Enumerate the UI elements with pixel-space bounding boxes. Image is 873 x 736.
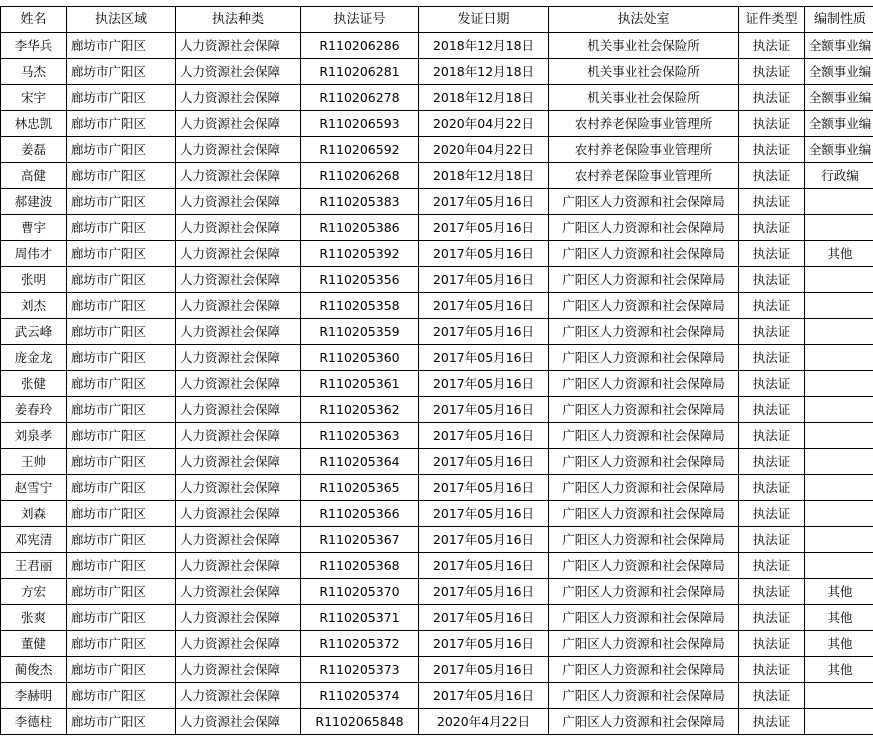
office-cell: 广阳区人力资源和社会保障局 xyxy=(549,449,739,475)
cert-number-cell: R110205359 xyxy=(301,319,419,345)
cert-type-cell: 执法证 xyxy=(739,605,805,631)
category-cell: 人力资源社会保障 xyxy=(176,267,301,293)
issue-date-cell: 2017年05月16日 xyxy=(419,475,549,501)
area-cell: 廊坊市广阳区 xyxy=(67,657,176,683)
table-row xyxy=(1,215,873,241)
staffing-cell xyxy=(805,293,873,319)
cert-type-cell: 执法证 xyxy=(739,33,805,59)
office-cell: 广阳区人力资源和社会保障局 xyxy=(549,215,739,241)
name-cell: 赵雪宁 xyxy=(1,475,67,501)
cert-type-cell: 执法证 xyxy=(739,397,805,423)
staffing-cell: 其他 xyxy=(805,631,873,657)
cert-type-cell: 执法证 xyxy=(739,423,805,449)
category-cell: 人力资源社会保障 xyxy=(176,449,301,475)
cert-type-cell: 执法证 xyxy=(739,59,805,85)
staffing-cell: 全额事业编 xyxy=(805,111,873,137)
staffing-cell xyxy=(805,215,873,241)
name-cell: 马杰 xyxy=(1,59,67,85)
area-cell: 廊坊市广阳区 xyxy=(67,683,176,709)
cert-type-cell: 执法证 xyxy=(739,267,805,293)
office-cell: 广阳区人力资源和社会保障局 xyxy=(549,423,739,449)
staffing-cell xyxy=(805,501,873,527)
category-cell: 人力资源社会保障 xyxy=(176,631,301,657)
staffing-cell: 其他 xyxy=(805,657,873,683)
cert-type-cell: 执法证 xyxy=(739,85,805,111)
office-cell: 广阳区人力资源和社会保障局 xyxy=(549,319,739,345)
cert-type-cell: 执法证 xyxy=(739,345,805,371)
staffing-cell xyxy=(805,189,873,215)
area-cell: 廊坊市广阳区 xyxy=(67,579,176,605)
table-row xyxy=(1,475,873,501)
cert-number-cell: R110206592 xyxy=(301,137,419,163)
name-cell: 张健 xyxy=(1,371,67,397)
area-cell: 廊坊市广阳区 xyxy=(67,709,176,735)
name-cell: 郝建波 xyxy=(1,189,67,215)
name-cell: 宋宇 xyxy=(1,85,67,111)
name-cell: 张爽 xyxy=(1,605,67,631)
category-cell: 人力资源社会保障 xyxy=(176,241,301,267)
cert-type-cell: 执法证 xyxy=(739,215,805,241)
issue-date-cell: 2017年05月16日 xyxy=(419,345,549,371)
table-row xyxy=(1,59,873,85)
cert-number-cell: R110205365 xyxy=(301,475,419,501)
area-cell: 廊坊市广阳区 xyxy=(67,241,176,267)
issue-date-cell: 2020年04月22日 xyxy=(419,137,549,163)
office-cell: 广阳区人力资源和社会保障局 xyxy=(549,267,739,293)
table-row xyxy=(1,449,873,475)
name-cell: 庞金龙 xyxy=(1,345,67,371)
office-cell: 农村养老保险事业管理所 xyxy=(549,163,739,189)
category-cell: 人力资源社会保障 xyxy=(176,709,301,735)
table-row xyxy=(1,267,873,293)
office-cell: 机关事业社会保险所 xyxy=(549,85,739,111)
office-cell: 农村养老保险事业管理所 xyxy=(549,111,739,137)
category-cell: 人力资源社会保障 xyxy=(176,423,301,449)
column-header-category: 执法种类 xyxy=(176,7,301,33)
staffing-cell xyxy=(805,527,873,553)
name-cell: 邓宪清 xyxy=(1,527,67,553)
cert-number-cell: R110205373 xyxy=(301,657,419,683)
cert-type-cell: 执法证 xyxy=(739,293,805,319)
category-cell: 人力资源社会保障 xyxy=(176,111,301,137)
area-cell: 廊坊市广阳区 xyxy=(67,189,176,215)
table-row xyxy=(1,241,873,267)
issue-date-cell: 2017年05月16日 xyxy=(419,579,549,605)
table-row xyxy=(1,579,873,605)
office-cell: 广阳区人力资源和社会保障局 xyxy=(549,293,739,319)
issue-date-cell: 2017年05月16日 xyxy=(419,293,549,319)
category-cell: 人力资源社会保障 xyxy=(176,475,301,501)
category-cell: 人力资源社会保障 xyxy=(176,683,301,709)
staffing-cell xyxy=(805,449,873,475)
category-cell: 人力资源社会保障 xyxy=(176,371,301,397)
issue-date-cell: 2017年05月16日 xyxy=(419,657,549,683)
area-cell: 廊坊市广阳区 xyxy=(67,423,176,449)
cert-number-cell: R110206286 xyxy=(301,33,419,59)
table-row xyxy=(1,293,873,319)
cert-type-cell: 执法证 xyxy=(739,657,805,683)
cert-type-cell: 执法证 xyxy=(739,319,805,345)
staffing-cell xyxy=(805,553,873,579)
name-cell: 姜磊 xyxy=(1,137,67,163)
staffing-cell xyxy=(805,423,873,449)
issue-date-cell: 2017年05月16日 xyxy=(419,241,549,267)
table-row xyxy=(1,683,873,709)
staffing-cell xyxy=(805,267,873,293)
area-cell: 廊坊市广阳区 xyxy=(67,33,176,59)
cert-type-cell: 执法证 xyxy=(739,501,805,527)
cert-type-cell: 执法证 xyxy=(739,527,805,553)
cert-number-cell: R110205361 xyxy=(301,371,419,397)
cert-number-cell: R110205360 xyxy=(301,345,419,371)
area-cell: 廊坊市广阳区 xyxy=(67,397,176,423)
issue-date-cell: 2017年05月16日 xyxy=(419,371,549,397)
office-cell: 农村养老保险事业管理所 xyxy=(549,137,739,163)
table-row xyxy=(1,631,873,657)
category-cell: 人力资源社会保障 xyxy=(176,605,301,631)
cert-type-cell: 执法证 xyxy=(739,111,805,137)
cert-type-cell: 执法证 xyxy=(739,631,805,657)
staffing-cell: 其他 xyxy=(805,241,873,267)
area-cell: 廊坊市广阳区 xyxy=(67,449,176,475)
issue-date-cell: 2018年12月18日 xyxy=(419,163,549,189)
cert-type-cell: 执法证 xyxy=(739,553,805,579)
cert-number-cell: R110205372 xyxy=(301,631,419,657)
cert-number-cell: R110205356 xyxy=(301,267,419,293)
cert-number-cell: R110206278 xyxy=(301,85,419,111)
cert-number-cell: R110205358 xyxy=(301,293,419,319)
category-cell: 人力资源社会保障 xyxy=(176,397,301,423)
issue-date-cell: 2017年05月16日 xyxy=(419,631,549,657)
cert-number-cell: R110205371 xyxy=(301,605,419,631)
staffing-cell xyxy=(805,345,873,371)
table-row xyxy=(1,501,873,527)
staffing-cell: 全额事业编 xyxy=(805,33,873,59)
cert-number-cell: R110205364 xyxy=(301,449,419,475)
cert-type-cell: 执法证 xyxy=(739,241,805,267)
table-body xyxy=(1,33,873,735)
cert-number-cell: R110205363 xyxy=(301,423,419,449)
issue-date-cell: 2018年12月18日 xyxy=(419,59,549,85)
staffing-cell: 全额事业编 xyxy=(805,59,873,85)
column-header-office: 执法处室 xyxy=(549,7,739,33)
area-cell: 廊坊市广阳区 xyxy=(67,215,176,241)
cert-type-cell: 执法证 xyxy=(739,449,805,475)
cert-type-cell: 执法证 xyxy=(739,475,805,501)
category-cell: 人力资源社会保障 xyxy=(176,85,301,111)
office-cell: 广阳区人力资源和社会保障局 xyxy=(549,241,739,267)
cert-number-cell: R1102065848 xyxy=(301,709,419,735)
column-header-issue-date: 发证日期 xyxy=(419,7,549,33)
office-cell: 广阳区人力资源和社会保障局 xyxy=(549,371,739,397)
table-row xyxy=(1,423,873,449)
staffing-cell xyxy=(805,397,873,423)
column-header-cert-type: 证件类型 xyxy=(739,7,805,33)
staffing-cell xyxy=(805,475,873,501)
cert-number-cell: R110205383 xyxy=(301,189,419,215)
name-cell: 李赫明 xyxy=(1,683,67,709)
area-cell: 廊坊市广阳区 xyxy=(67,293,176,319)
category-cell: 人力资源社会保障 xyxy=(176,501,301,527)
area-cell: 廊坊市广阳区 xyxy=(67,111,176,137)
category-cell: 人力资源社会保障 xyxy=(176,59,301,85)
category-cell: 人力资源社会保障 xyxy=(176,163,301,189)
office-cell: 广阳区人力资源和社会保障局 xyxy=(549,189,739,215)
cert-type-cell: 执法证 xyxy=(739,137,805,163)
issue-date-cell: 2018年12月18日 xyxy=(419,85,549,111)
table-row xyxy=(1,345,873,371)
staffing-cell: 其他 xyxy=(805,579,873,605)
office-cell: 广阳区人力资源和社会保障局 xyxy=(549,657,739,683)
name-cell: 王君丽 xyxy=(1,553,67,579)
staffing-cell xyxy=(805,371,873,397)
office-cell: 机关事业社会保险所 xyxy=(549,33,739,59)
issue-date-cell: 2017年05月16日 xyxy=(419,189,549,215)
cert-type-cell: 执法证 xyxy=(739,371,805,397)
cert-number-cell: R110205366 xyxy=(301,501,419,527)
name-cell: 李德柱 xyxy=(1,709,67,735)
issue-date-cell: 2017年05月16日 xyxy=(419,683,549,709)
issue-date-cell: 2017年05月16日 xyxy=(419,527,549,553)
area-cell: 廊坊市广阳区 xyxy=(67,59,176,85)
issue-date-cell: 2017年05月16日 xyxy=(419,423,549,449)
issue-date-cell: 2017年05月16日 xyxy=(419,605,549,631)
table-row xyxy=(1,33,873,59)
table-row xyxy=(1,319,873,345)
enforcement-personnel-table xyxy=(0,6,873,735)
table-row xyxy=(1,189,873,215)
name-cell: 林忠凯 xyxy=(1,111,67,137)
area-cell: 廊坊市广阳区 xyxy=(67,553,176,579)
staffing-cell xyxy=(805,319,873,345)
column-header-cert-number: 执法证号 xyxy=(301,7,419,33)
staffing-cell: 其他 xyxy=(805,605,873,631)
office-cell: 广阳区人力资源和社会保障局 xyxy=(549,553,739,579)
category-cell: 人力资源社会保障 xyxy=(176,579,301,605)
staffing-cell: 全额事业编 xyxy=(805,85,873,111)
area-cell: 廊坊市广阳区 xyxy=(67,267,176,293)
table-row xyxy=(1,371,873,397)
name-cell: 曹宇 xyxy=(1,215,67,241)
cert-number-cell: R110205367 xyxy=(301,527,419,553)
name-cell: 董健 xyxy=(1,631,67,657)
table-row xyxy=(1,111,873,137)
cert-number-cell: R110205370 xyxy=(301,579,419,605)
area-cell: 廊坊市广阳区 xyxy=(67,527,176,553)
staffing-cell: 全额事业编 xyxy=(805,137,873,163)
table-row xyxy=(1,527,873,553)
cert-type-cell: 执法证 xyxy=(739,683,805,709)
area-cell: 廊坊市广阳区 xyxy=(67,371,176,397)
cert-type-cell: 执法证 xyxy=(739,189,805,215)
office-cell: 广阳区人力资源和社会保障局 xyxy=(549,605,739,631)
table-row xyxy=(1,709,873,735)
area-cell: 廊坊市广阳区 xyxy=(67,631,176,657)
staffing-cell: 行政编 xyxy=(805,163,873,189)
area-cell: 廊坊市广阳区 xyxy=(67,345,176,371)
category-cell: 人力资源社会保障 xyxy=(176,33,301,59)
header-row xyxy=(1,7,873,33)
column-header-area: 执法区域 xyxy=(67,7,176,33)
area-cell: 廊坊市广阳区 xyxy=(67,85,176,111)
cert-number-cell: R110205374 xyxy=(301,683,419,709)
area-cell: 廊坊市广阳区 xyxy=(67,605,176,631)
office-cell: 机关事业社会保险所 xyxy=(549,59,739,85)
area-cell: 廊坊市广阳区 xyxy=(67,319,176,345)
cert-type-cell: 执法证 xyxy=(739,709,805,735)
office-cell: 广阳区人力资源和社会保障局 xyxy=(549,709,739,735)
name-cell: 李华兵 xyxy=(1,33,67,59)
name-cell: 刘泉孝 xyxy=(1,423,67,449)
table-row xyxy=(1,553,873,579)
office-cell: 广阳区人力资源和社会保障局 xyxy=(549,527,739,553)
table-row xyxy=(1,657,873,683)
category-cell: 人力资源社会保障 xyxy=(176,137,301,163)
area-cell: 廊坊市广阳区 xyxy=(67,501,176,527)
table-row xyxy=(1,85,873,111)
issue-date-cell: 2017年05月16日 xyxy=(419,449,549,475)
table-row xyxy=(1,163,873,189)
issue-date-cell: 2020年4月22日 xyxy=(419,709,549,735)
area-cell: 廊坊市广阳区 xyxy=(67,163,176,189)
category-cell: 人力资源社会保障 xyxy=(176,657,301,683)
issue-date-cell: 2018年12月18日 xyxy=(419,33,549,59)
office-cell: 广阳区人力资源和社会保障局 xyxy=(549,501,739,527)
office-cell: 广阳区人力资源和社会保障局 xyxy=(549,397,739,423)
office-cell: 广阳区人力资源和社会保障局 xyxy=(549,631,739,657)
cert-number-cell: R110205386 xyxy=(301,215,419,241)
name-cell: 蔺俊杰 xyxy=(1,657,67,683)
category-cell: 人力资源社会保障 xyxy=(176,527,301,553)
name-cell: 张明 xyxy=(1,267,67,293)
issue-date-cell: 2020年04月22日 xyxy=(419,111,549,137)
cert-number-cell: R110205392 xyxy=(301,241,419,267)
name-cell: 周伟才 xyxy=(1,241,67,267)
category-cell: 人力资源社会保障 xyxy=(176,345,301,371)
name-cell: 方宏 xyxy=(1,579,67,605)
name-cell: 姜春玲 xyxy=(1,397,67,423)
office-cell: 广阳区人力资源和社会保障局 xyxy=(549,579,739,605)
staffing-cell xyxy=(805,683,873,709)
cert-number-cell: R110206281 xyxy=(301,59,419,85)
cert-type-cell: 执法证 xyxy=(739,163,805,189)
name-cell: 高健 xyxy=(1,163,67,189)
office-cell: 广阳区人力资源和社会保障局 xyxy=(549,475,739,501)
area-cell: 廊坊市广阳区 xyxy=(67,475,176,501)
column-header-name: 姓名 xyxy=(1,7,67,33)
name-cell: 王帅 xyxy=(1,449,67,475)
staffing-cell xyxy=(805,709,873,735)
column-header-staffing: 编制性质 xyxy=(805,7,873,33)
name-cell: 刘森 xyxy=(1,501,67,527)
category-cell: 人力资源社会保障 xyxy=(176,319,301,345)
area-cell: 廊坊市广阳区 xyxy=(67,137,176,163)
issue-date-cell: 2017年05月16日 xyxy=(419,267,549,293)
name-cell: 武云峰 xyxy=(1,319,67,345)
issue-date-cell: 2017年05月16日 xyxy=(419,553,549,579)
cert-number-cell: R110206593 xyxy=(301,111,419,137)
issue-date-cell: 2017年05月16日 xyxy=(419,215,549,241)
issue-date-cell: 2017年05月16日 xyxy=(419,501,549,527)
cert-number-cell: R110205368 xyxy=(301,553,419,579)
name-cell: 刘杰 xyxy=(1,293,67,319)
issue-date-cell: 2017年05月16日 xyxy=(419,319,549,345)
category-cell: 人力资源社会保障 xyxy=(176,215,301,241)
cert-number-cell: R110206268 xyxy=(301,163,419,189)
office-cell: 广阳区人力资源和社会保障局 xyxy=(549,345,739,371)
cert-type-cell: 执法证 xyxy=(739,579,805,605)
category-cell: 人力资源社会保障 xyxy=(176,553,301,579)
cert-number-cell: R110205362 xyxy=(301,397,419,423)
table-row xyxy=(1,605,873,631)
issue-date-cell: 2017年05月16日 xyxy=(419,397,549,423)
category-cell: 人力资源社会保障 xyxy=(176,293,301,319)
category-cell: 人力资源社会保障 xyxy=(176,189,301,215)
table-row xyxy=(1,137,873,163)
table-row xyxy=(1,397,873,423)
office-cell: 广阳区人力资源和社会保障局 xyxy=(549,683,739,709)
